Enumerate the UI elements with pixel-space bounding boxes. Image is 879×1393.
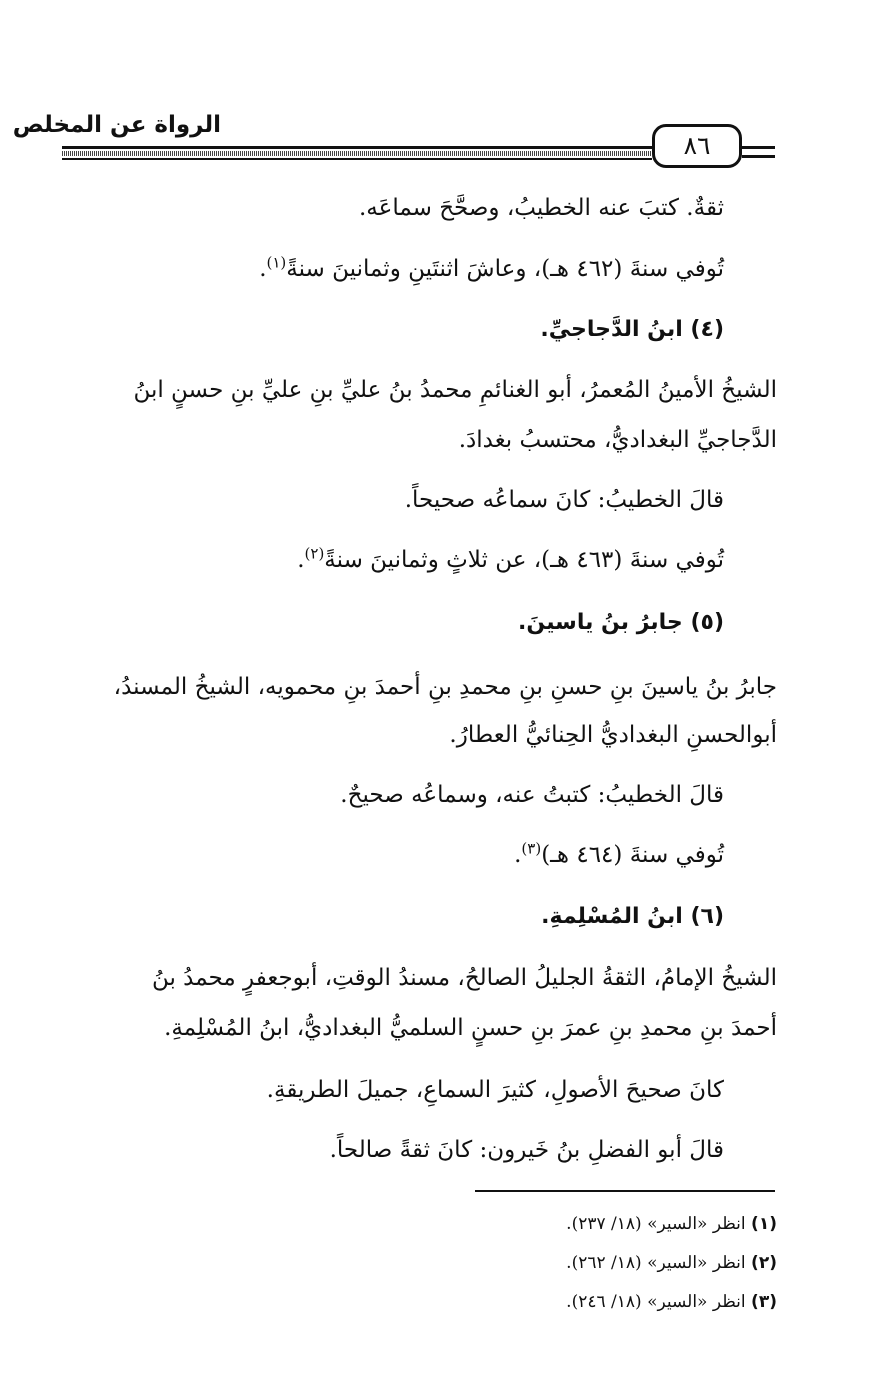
- entry-heading: (٥) جابرُ بنُ ياسينَ.: [518, 610, 724, 635]
- header-rule: [62, 146, 652, 160]
- running-title: الرواة عن المخلص: [12, 112, 221, 138]
- paragraph: [259, 254, 724, 284]
- paragraph: [297, 545, 724, 575]
- sentence-end: .: [259, 256, 267, 282]
- footnote: [566, 1212, 777, 1236]
- page-number: ٨٦: [652, 124, 742, 168]
- paragraph-line: الدَّجاجيِّ البغداديُّ، محتسبُ بغدادَ.: [458, 427, 777, 453]
- entry-heading: (٦) ابنُ المُسْلِمةِ.: [541, 904, 724, 929]
- paragraph-text: تُوفي سنةَ (٤٦٣ هـ)، عن ثلاثٍ وثمانينَ سنةً: [324, 547, 724, 573]
- sentence-end: .: [297, 547, 305, 573]
- paragraph-line: أبوالحسنِ البغداديُّ الحِنائيُّ العطارُ.: [449, 722, 777, 748]
- paragraph-text: تُوفي سنةَ (٤٦٢ هـ)، وعاشَ اثنتَينِ وثمانينَ سنةً: [286, 256, 724, 282]
- footnote-number: (١): [751, 1214, 777, 1234]
- paragraph: قالَ أبو الفضلِ بنُ خَيرون: كانَ ثقةً صالحاً.: [329, 1137, 724, 1163]
- paragraph-line: جابرُ بنُ ياسينَ بنِ حسنِ بنِ محمدِ بنِ أحمدَ بنِ محمويه، الشيخُ المسندُ،: [113, 674, 777, 700]
- footnote-number: (٣): [751, 1292, 777, 1312]
- sentence-end: .: [514, 842, 522, 868]
- footnote-text: انظر «السير» (١٨/ ٢٤٦).: [566, 1292, 746, 1312]
- footnote: [566, 1290, 777, 1314]
- footnote-marker: (٢): [304, 544, 325, 563]
- footnote: [566, 1251, 777, 1275]
- paragraph-line: الشيخُ الإمامُ، الثقةُ الجليلُ الصالحُ، مسندُ الوقتِ، أبوجعفرٍ محمدُ بنُ: [151, 965, 777, 991]
- paragraph: كانَ صحيحَ الأصولِ، كثيرَ السماعِ، جميلَ الطريقةِ.: [266, 1077, 724, 1103]
- header-rule-end: [742, 146, 775, 158]
- paragraph: قالَ الخطيبُ: كتبتُ عنه، وسماعُه صحيحٌ.: [340, 782, 724, 808]
- footnote-marker: (٣): [521, 839, 542, 858]
- paragraph: ثقةٌ. كتبَ عنه الخطيبُ، وصحَّحَ سماعَه.: [358, 195, 724, 221]
- footnote-number: (٢): [751, 1253, 777, 1273]
- paragraph-line: أحمدَ بنِ محمدِ بنِ عمرَ بنِ حسنٍ السلميُّ البغداديُّ، ابنُ المُسْلِمةِ.: [164, 1015, 777, 1041]
- footnote-marker: (١): [266, 253, 287, 272]
- footnote-text: انظر «السير» (١٨/ ٢٣٧).: [566, 1214, 746, 1234]
- paragraph: [514, 840, 724, 870]
- footnote-text: انظر «السير» (١٨/ ٢٦٢).: [566, 1253, 746, 1273]
- paragraph: قالَ الخطيبُ: كانَ سماعُه صحيحاً.: [404, 487, 724, 513]
- paragraph-line: الشيخُ الأمينُ المُعمرُ، أبو الغنائمِ محمدُ بنُ عليِّ بنِ عليِّ بنِ حسنٍ ابنُ: [133, 377, 777, 403]
- paragraph-text: تُوفي سنةَ (٤٦٤ هـ): [541, 842, 724, 868]
- entry-heading: (٤) ابنُ الدَّجاجيِّ.: [540, 317, 724, 342]
- footnote-separator: [475, 1190, 775, 1192]
